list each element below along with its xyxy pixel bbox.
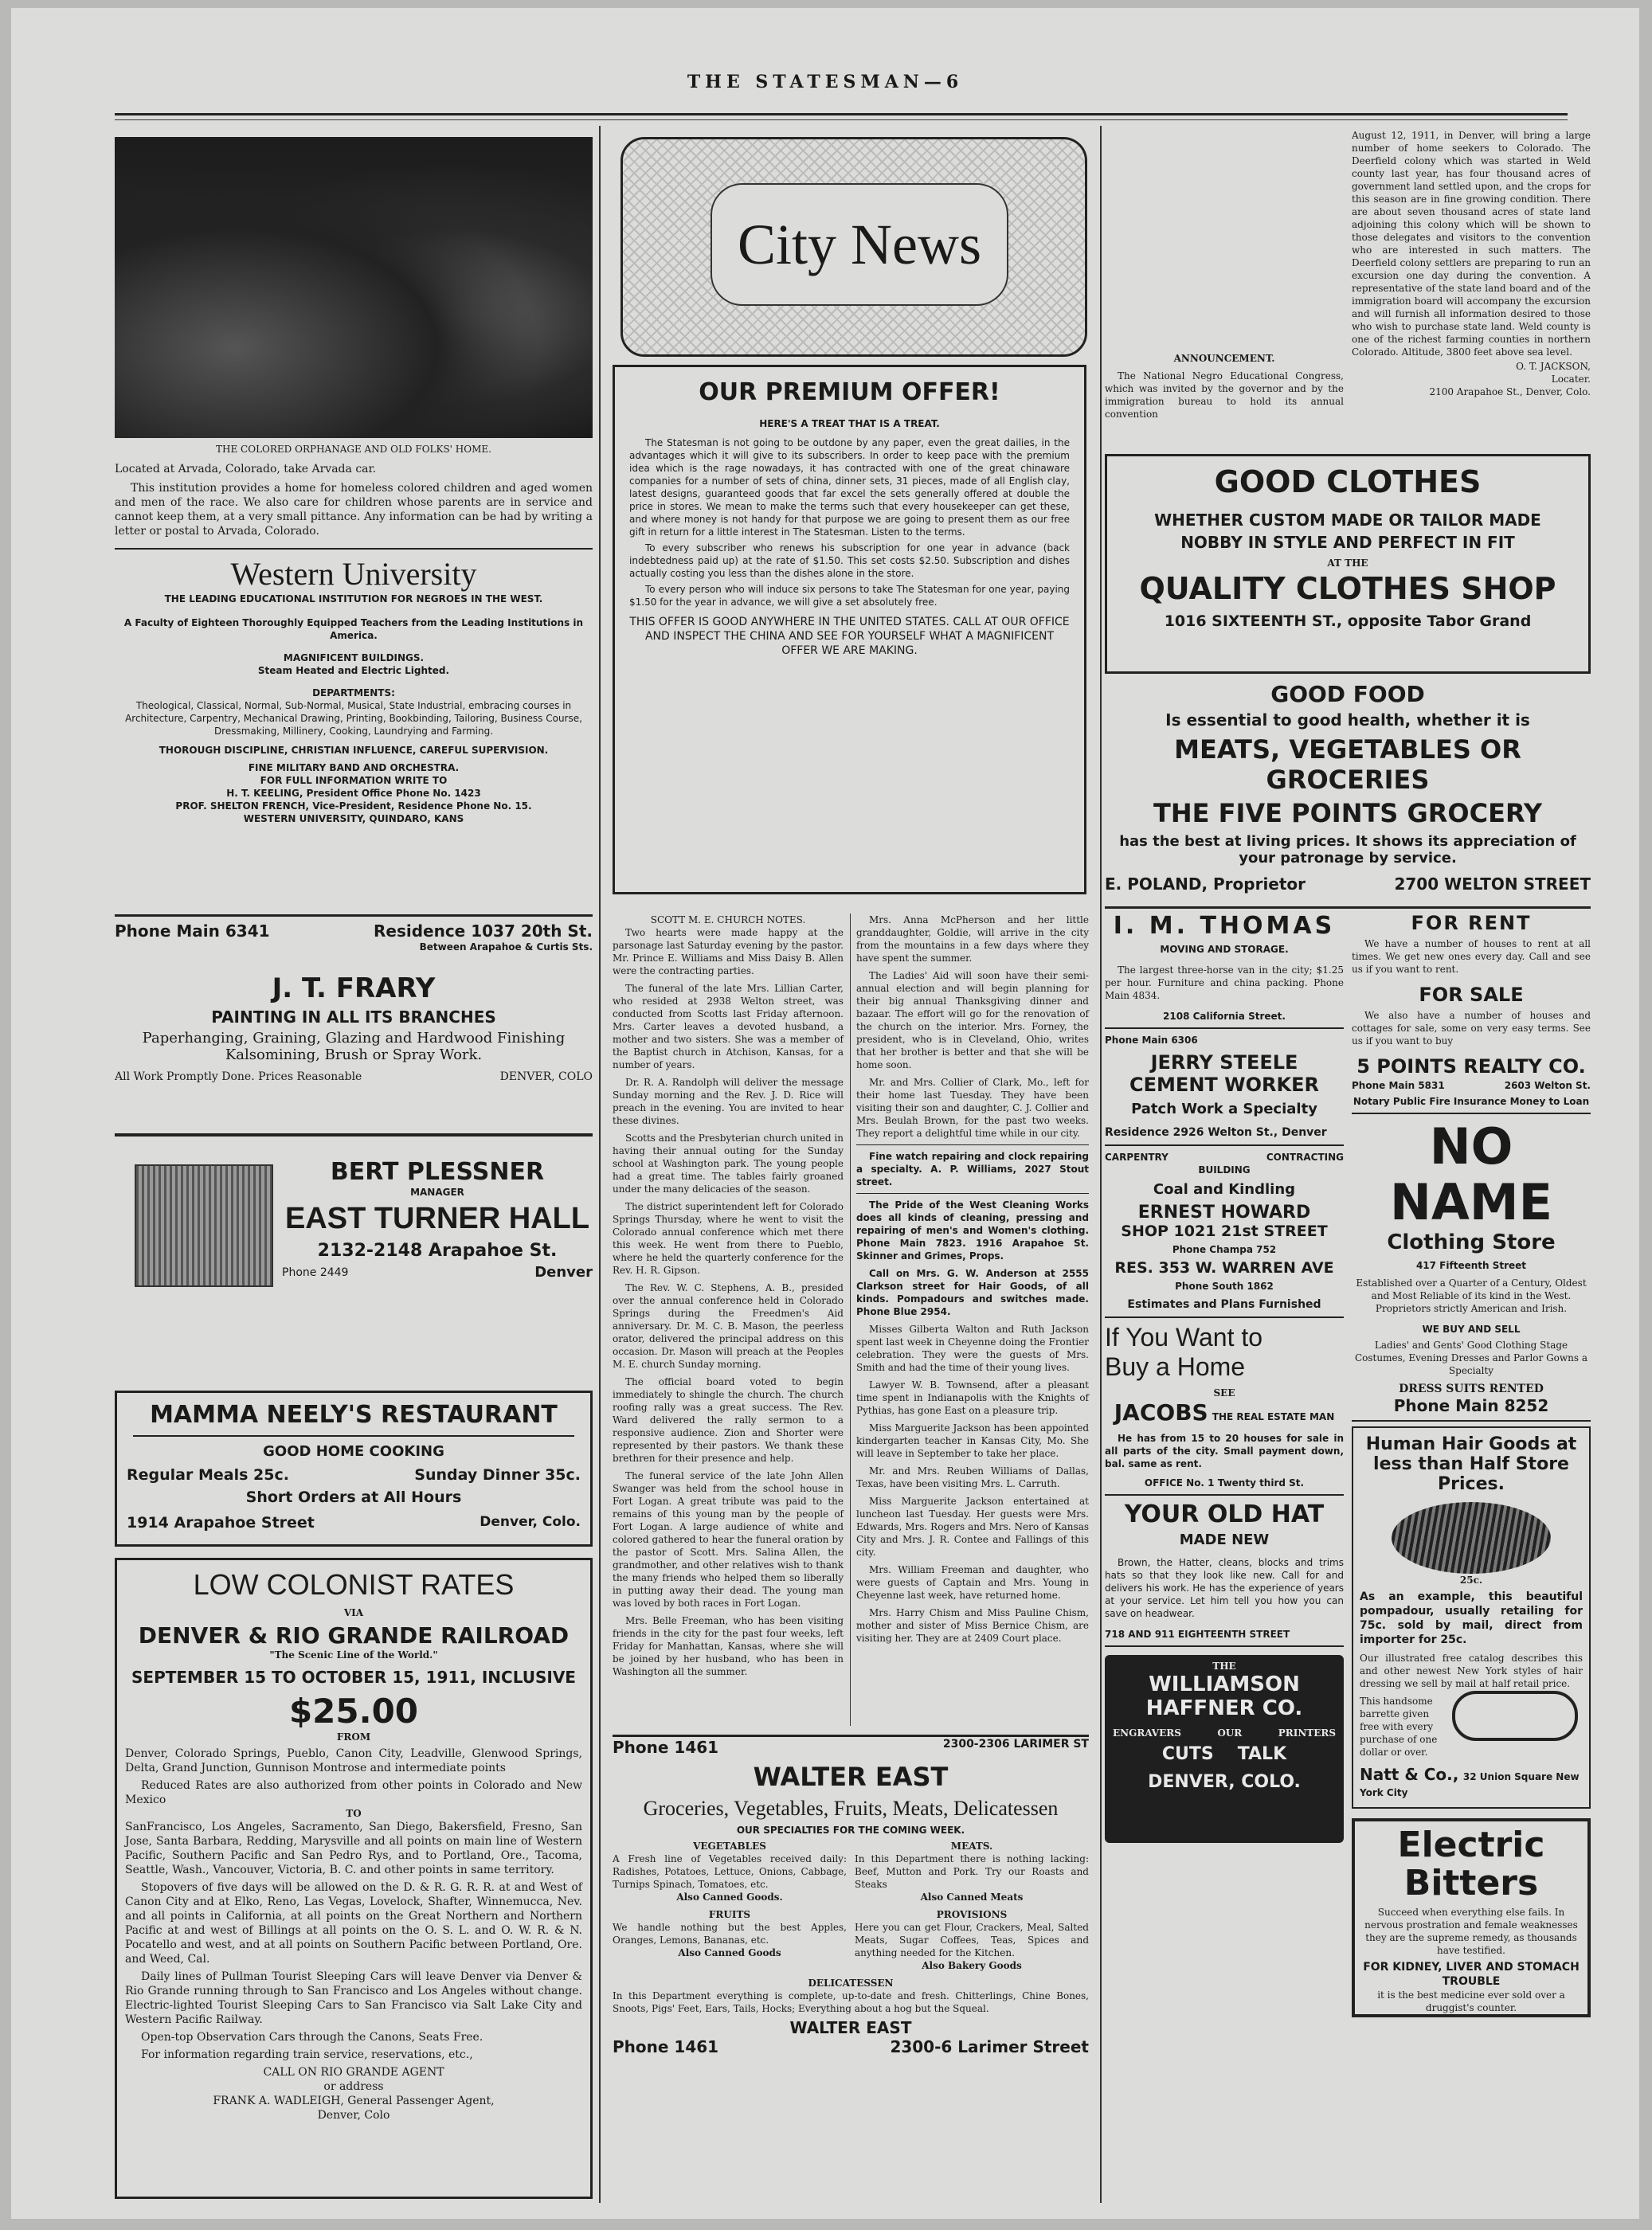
scott-p4: Scotts and the Presbyterian church united in having their annual outing for the Sunday school at Washington park. The young people had a great time. The tables fairly groaned under the many delicacies of the season.: [613, 1133, 844, 1195]
williamson-city: DENVER, COLO.: [1148, 1772, 1301, 1792]
plessner-phone: Phone 2449: [282, 1266, 349, 1279]
divider: [133, 1435, 574, 1437]
rates-to: TO: [346, 1808, 362, 1819]
scott-p7: The official board voted to begin immediately to shingle the church. The church roofing rally was a great success. The Rev. Ward delivered the rally sermon to a responsive audience. Zion and Shorter were represented by their pastors. We thank these brethren for their presence and help.: [613, 1376, 844, 1464]
rates-denver: Denver, Colo: [317, 2109, 390, 2122]
rates-cities: Denver, Colorado Springs, Pueblo, Canon City, Leadville, Glenwood Springs, Delta, Grand Junction, Gunnison Montrose and intermediate points: [125, 1747, 582, 1774]
pers-p5: Lawyer W. B. Townsend, after a pleasant time spent in Indianapolis with the Knights of Pythias, has gone East on a pleasure trip.: [856, 1379, 1089, 1416]
rates-observation: Open-top Observation Cars through the Canons, Seats Free.: [141, 2031, 483, 2044]
scott-p1: Two hearts were made happy at the parsonage last Saturday evening by the pastor. Mr. Prince E. Williams and Miss Daisy B. Allen were the contracting parties.: [613, 927, 844, 976]
barrette-image: [1452, 1691, 1578, 1741]
frary-phone: Phone Main 6341: [115, 921, 270, 941]
neely-address: 1914 Arapahoe Street: [127, 1514, 315, 1532]
food-line1: Is essential to good health, whether it is: [1165, 710, 1530, 730]
hairgoods-body: As an example, this beautiful pompadour, usually retailing for 75c. sold by mail, direct from importer for 25c.: [1360, 1590, 1583, 1646]
page-header: THE STATESMAN—6: [687, 72, 964, 92]
howard-name: ERNEST HOWARD: [1137, 1203, 1311, 1223]
announcement-address: 2100 Arapahoe St., Denver, Colo.: [1429, 386, 1591, 397]
hat-sub: MADE NEW: [1179, 1532, 1270, 1548]
thomas-address: 2108 California Street.: [1163, 1011, 1286, 1022]
premium-offer: [613, 365, 1086, 894]
clothes-title: GOOD CLOTHES: [1214, 464, 1482, 499]
rates-stopovers: Stopovers of five days will be allowed on the D. & R. G. R. R. at and West of Canon City and at Elko, Reno, Las Vegas, Lovelock, Shafter, Winnemucca, Nev. and all points in California, at all points on the Great Northern and Northern Pacific at and west of Billings at all points on the O. S. L. and O. W. R. & N. Pocatello and west, and at all points on Southern Pacific between Portland, Ore. and Weed, Cal.: [125, 1881, 582, 1966]
walter-fruits-head: FRUITS: [708, 1909, 751, 1920]
pers-p8: Miss Marguerite Jackson entertained at luncheon last Tuesday. Her guests were Mrs. Edwards, Mrs. Rogers and Mrs. Nero of Kansas City and Mrs. J. R. Contee and Fallings of this city.: [856, 1496, 1089, 1558]
newspaper-page: [11, 8, 1639, 2219]
colonist-rates-ad: [115, 1558, 593, 2199]
walter-prov-head: PROVISIONS: [936, 1909, 1008, 1920]
western-buildings: MAGNIFICENT BUILDINGS.: [283, 652, 425, 663]
howard-est: Estimates and Plans Furnished: [1127, 1298, 1321, 1311]
announcement-col-2: [1352, 129, 1591, 456]
pompadour-image: [1392, 1502, 1551, 1574]
turner-hall-engraving: [135, 1164, 273, 1287]
jacobs-name: JACOBS: [1114, 1399, 1208, 1426]
rates-dates: SEPTEMBER 15 TO OCTOBER 15, 1911, INCLUSIVE: [131, 1668, 576, 1687]
orphanage-photo: [115, 137, 593, 438]
jacobs-head2: Buy a Home: [1105, 1352, 1246, 1381]
bitters-ad: [1352, 1818, 1591, 2017]
noname-body: Ladies' and Gents' Good Clothing Stage Costumes, Evening Dresses and Parlor Gowns a Specialty: [1354, 1340, 1588, 1376]
hairgoods-ad: [1352, 1426, 1591, 1809]
hairgoods-barrette: This handsome barrette given free with every purchase of one dollar or over.: [1360, 1696, 1438, 1758]
neely-meals: Regular Meals 25c.: [127, 1466, 289, 1484]
pers-p6: Miss Marguerite Jackson has been appointed kindergarten teacher in Kansas City, Mo. She will leave in September to take her place.: [856, 1422, 1089, 1459]
neely-city: Denver, Colo.: [480, 1514, 581, 1530]
walter-deli: In this Department everything is complete, up-to-date and fresh. Chitterlings, Chine Bones, Snoots, Pigs' Feet, Ears, Tails, Hocks; Everything about a hog but the Squeal.: [613, 1990, 1089, 2014]
rates-reduced: Reduced Rates are also authorized from other points in Colorado and New Mexico: [125, 1779, 582, 1806]
pers-hair: Call on Mrs. G. W. Anderson at 2555 Clarkson street for Hair Goods, of all kinds. Pompadours and switches made. Phone Blue 2954.: [856, 1268, 1089, 1317]
walter-fruits-canned: Also Canned Goods: [678, 1947, 781, 1958]
thomas-body: The largest three-horse van in the city; $1.25 per hour. Furniture and china packing. Phone Main 4834.: [1105, 964, 1344, 1001]
rates-for-info: For information regarding train service, reservations, etc.,: [141, 2048, 473, 2061]
bitters-body: Succeed when everything else fails. In nervous prostration and female weaknesses they are the supreme remedy, as thousands have testified.: [1364, 1907, 1578, 1956]
bitters-title2: Bitters: [1403, 1863, 1539, 1903]
frary-residence: Residence 1037 20th St.: [373, 921, 593, 941]
rent-addr: 2603 Welton St.: [1504, 1080, 1591, 1091]
divider: [1105, 1645, 1344, 1647]
premium-p2: To every subscriber who renews his subscription for one year in advance (back indebtedness paid up) at the rate of $1.50. This set costs $2.50. Subscription and dishes actually costing you less than the dishes alone in the store.: [629, 542, 1070, 579]
scott-p2: The funeral of the late Mrs. Lillian Carter, who resided at 2938 Welton street, was conducted from Scotts last Friday afternoon. Mrs. Carter leaves a devoted husband, a mother and two sisters. She was a member of the Baptist church in Atchison, Kansas, for a number of years.: [613, 983, 844, 1070]
frary-line2: Kalsomining, Brush or Spray Work.: [225, 1047, 483, 1063]
neely-sub: GOOD HOME COOKING: [263, 1443, 444, 1460]
bitters-for: FOR KIDNEY, LIVER AND STOMACH TROUBLE: [1363, 1961, 1580, 1988]
frary-between: Between Arapahoe & Curtis Sts.: [419, 941, 593, 953]
clothes-at: AT THE: [1327, 558, 1368, 569]
western-title: Western University: [230, 556, 477, 592]
plessner-hall: EAST TURNER HALL: [284, 1202, 590, 1235]
hat-address: 718 AND 911 EIGHTEENTH STREET: [1105, 1629, 1290, 1640]
premium-sub: HERE'S A TREAT THAT IS A TREAT.: [759, 418, 940, 429]
howard-coal: Coal and Kindling: [1153, 1181, 1296, 1198]
plessner-role: MANAGER: [410, 1187, 464, 1198]
column-2: [605, 129, 1097, 2208]
noname-suits: DRESS SUITS RENTED: [1399, 1383, 1544, 1395]
jacobs-head1: If You Want to: [1105, 1323, 1263, 1352]
western-keeling: H. T. KEELING, President Office Phone No. 1423: [226, 788, 481, 799]
pers-p2: The Ladies' Aid will soon have their semi-annual election and will begin planning for their big annual Thanksgiving dinner and bazaar. The effort will go for the renovation of the church on the interior. Mrs. Forney, the president, who is in Cleveland, Ohio, writes that her brother is better and that she will be home soon.: [856, 970, 1089, 1070]
pers-cleaning: The Pride of the West Cleaning Works does all kinds of cleaning, pressing and repairing of men's and Women's clothing. Phone Main 7823. 1916 Arapahoe St. Skinner and Grimes, Props.: [856, 1199, 1089, 1262]
pers-p7: Mr. and Mrs. Reuben Williams of Dallas, Texas, have been visiting Mrs. L. Carruth.: [856, 1465, 1089, 1489]
frary-footer-right: DENVER, COLO: [499, 1070, 593, 1083]
orphanage-body: This institution provides a home for homeless colored children and aged women and men of the race. We also care for children whose parents are in service and cannot keep them, at a very small pittance. Any information can be had by writing a letter or postal to Arvada, Colorado.: [115, 482, 593, 538]
rent-co: 5 POINTS REALTY CO.: [1356, 1055, 1586, 1078]
frary-line1: Paperhanging, Graining, Glazing and Hardwood Finishing: [142, 1030, 566, 1047]
header-rule: [115, 113, 1568, 115]
rent-sale: FOR SALE: [1419, 984, 1524, 1006]
thomas-name: I. M. THOMAS: [1113, 912, 1336, 940]
premium-p1: The Statesman is not going to be outdone by any paper, even the great dailies, in the advantages which it will give to its subscribers. In order to keep pace with the premium idea which is the rage nowadays, it has contracted with one of the great chinaware companies for a number of sets of china, dinner sets, 31 pieces, made of all English clay, latest designs, guaranteed goods that far excel the sets generally offered at double the price in stores. We mean to make the terms such that every housekeeper can get these, and where money is not handy for that purpose we are going to present them as our free gift in return for a little interest in The Statesman. Listen to the terms.: [629, 437, 1070, 538]
hairgoods-catalog: Our illustrated free catalog describes this and other newest New York styles of hair dressing we sell by mail at half retail price.: [1360, 1653, 1583, 1689]
scott-p5: The district superintendent left for Colorado Springs Thursday, where he went to visit the Colorado annual conference which met there this week. He went from there to Pueblo, where he held the quarterly conference for the Rev. H. R. Gipson.: [613, 1201, 844, 1276]
frary-name: J. T. FRARY: [272, 972, 436, 1004]
column-4-lower: [1352, 912, 1591, 2017]
rent-sale-body: We also have a number of houses and cottages for sale, some on very easy terms. See us if you want to buy: [1352, 1010, 1591, 1047]
williamson-engravers: ENGRAVERS: [1113, 1727, 1181, 1739]
announcement-cont: August 12, 1911, in Denver, will bring a large number of home seekers to Colorado. The Deerfield colony which was started in Weld county last year, has four thousand acres of government land settled upon, and the crops for this season are in fine growing condition. There are about seven thousand acres of state land adjoining this colony which will be shown to those delegates and visitors to the convention who are interested in such matters. The Deerfield colony settlers are preparing to run an excursion one day during the convention. A representative of the state land board and of the immigration board will accompany the excursion and will furnish all information desired to those who wish to purchase state land. Weld county is one of the richest farming counties in northern Colorado. Altitude, 3800 feet above sea level.: [1352, 130, 1591, 358]
noname-title: NO NAME: [1390, 1117, 1552, 1231]
walter-meats-canned: Also Canned Meats: [920, 1892, 1024, 1903]
orphanage-location: Located at Arvada, Colorado, take Arvada car.: [115, 463, 377, 475]
food-prop: E. POLAND, Proprietor: [1105, 874, 1306, 894]
premium-p4: THIS OFFER IS GOOD ANYWHERE IN THE UNITED STATES. CALL AT OUR OFFICE AND INSPECT THE CHINA AND SEE FOR YOURSELF WHAT A MAGNIFICENT OFFER WE ARE MAKING.: [629, 616, 1070, 657]
western-info: FOR FULL INFORMATION WRITE TO: [260, 775, 448, 786]
divider: [613, 1735, 1089, 1737]
williamson-our: OUR: [1217, 1727, 1243, 1739]
noname-est: Established over a Quarter of a Century, Oldest and Most Reliable of its kind in the West. Proprietors strictly American and Irish.: [1356, 1277, 1587, 1314]
rent-notary: Notary Public Fire Insurance Money to Loan: [1353, 1096, 1590, 1107]
howard-res: RES. 353 W. WARREN AVE: [1114, 1259, 1334, 1277]
food-line4: has the best at living prices. It shows its appreciation of your patronage by service.: [1119, 833, 1576, 867]
walter-veg: A Fresh line of Vegetables received daily: Radishes, Potatoes, Lettuce, Onions, Cabbage, Turnips Spinach, Tomatoes, etc.: [613, 1853, 847, 1890]
clothes-line1: WHETHER CUSTOM MADE OR TAILOR MADE: [1154, 511, 1541, 530]
neely-sunday: Sunday Dinner 35c.: [414, 1466, 581, 1484]
divider: [856, 1144, 1089, 1145]
divider: [856, 1193, 1089, 1194]
williamson-name2: HAFFNER CO.: [1145, 1696, 1303, 1720]
rent-title: FOR RENT: [1411, 912, 1532, 934]
noname-buy: WE BUY AND SELL: [1422, 1324, 1521, 1335]
pers-p9: Mrs. William Freeman and daughter, who were guests of Captain and Mrs. Young in Cheyenne last week, have returned home.: [856, 1564, 1089, 1601]
frary-ad: [115, 921, 593, 1084]
williamson-name1: WILLIAMSON: [1149, 1672, 1300, 1696]
walter-veg-head: VEGETABLES: [693, 1841, 766, 1852]
western-university-ad: [115, 555, 593, 825]
williamson-cuts: CUTS: [1161, 1744, 1214, 1764]
walter-name: WALTER EAST: [753, 1762, 949, 1792]
jacobs-office: OFFICE No. 1 Twenty third St.: [1144, 1477, 1305, 1489]
bitters-best: it is the best medicine ever sold over a druggist's counter.: [1377, 1989, 1565, 2013]
western-band: FINE MILITARY BAND AND ORCHESTRA.: [248, 762, 460, 773]
walter-meats-head: MEATS.: [950, 1841, 993, 1852]
plessner-name: BERT PLESSNER: [330, 1158, 545, 1186]
western-french: PROF. SHELTON FRENCH, Vice-President, Residence Phone No. 15.: [175, 800, 532, 812]
divider: [1352, 1113, 1591, 1114]
noname-sub: Clothing Store: [1387, 1230, 1556, 1254]
food-ad: [1105, 681, 1591, 894]
divider: [1105, 1316, 1344, 1318]
clothes-line2: NOBBY IN STYLE AND PERFECT IN FIT: [1180, 533, 1515, 552]
pers-p3: Mr. and Mrs. Collier of Clark, Mo., left for their home last Tuesday. They have been visiting their son and daughter, C. J. Collier and Mrs. Beulah Brown, for the past two weeks. They report a delightful time while in our city.: [856, 1077, 1089, 1139]
divider: [1105, 1494, 1344, 1496]
divider: [1105, 1027, 1344, 1029]
western-sub: THE LEADING EDUCATIONAL INSTITUTION FOR NEGROES IN THE WEST.: [164, 593, 543, 604]
walter-deli-head: DELICATESSEN: [808, 1978, 894, 1989]
howard-phone: Phone Champa 752: [1172, 1244, 1277, 1255]
rates-from: FROM: [336, 1731, 371, 1743]
city-news-ornament: [620, 137, 1087, 357]
walter-name2: WALTER EAST: [789, 2018, 912, 2037]
scott-p9: Mrs. Belle Freeman, who has been visiting friends in the city for the past four weeks, left Friday for Manhattan, Kansas, where she will be joined by her husband, who has been in Washington all the summer.: [613, 1615, 844, 1677]
williamson-talk: TALK: [1237, 1744, 1287, 1764]
plessner-city: Denver: [534, 1264, 593, 1281]
rates-via: VIA: [343, 1607, 364, 1618]
divider: [1105, 906, 1591, 909]
howard-shop: SHOP 1021 21st STREET: [1121, 1223, 1328, 1240]
walter-east-ad: [613, 1738, 1089, 2056]
steele-residence: Residence 2926 Welton St., Denver: [1105, 1126, 1327, 1139]
steele-phone: Phone Main 6306: [1105, 1035, 1198, 1046]
noname-phone: Phone Main 8252: [1393, 1396, 1549, 1415]
frary-footer-left: All Work Promptly Done. Prices Reasonable: [115, 1070, 362, 1083]
column-rule: [850, 914, 851, 1726]
hat-title: YOUR OLD HAT: [1124, 1500, 1325, 1528]
walter-specialties: OUR SPECIALTIES FOR THE COMING WEEK.: [736, 1825, 965, 1836]
pers-p4: Misses Gilberta Walton and Ruth Jackson spent last week in Cheyenne doing the Frontier celebration. They were the guests of Mrs. Smith and had the time of their young lives.: [856, 1324, 1089, 1373]
neely-orders: Short Orders at All Hours: [245, 1489, 462, 1506]
thomas-sub: MOVING AND STORAGE.: [1160, 944, 1289, 955]
food-line2: MEATS, VEGETABLES OR GROCERIES: [1174, 734, 1521, 795]
announcement-body: The National Negro Educational Congress, which was invited by the governor and by the immigration bureau to hold its annual convention: [1105, 370, 1344, 420]
frary-trade: PAINTING IN ALL ITS BRANCHES: [211, 1007, 496, 1027]
hairgoods-price: 25c.: [1459, 1575, 1483, 1586]
williamson-printers: PRINTERS: [1278, 1727, 1336, 1739]
steele-spec: Patch Work a Specialty: [1131, 1101, 1317, 1117]
orphanage-block: [115, 443, 593, 538]
announcement-head: ANNOUNCEMENT.: [1173, 353, 1275, 364]
walter-phone2: Phone 1461: [613, 2037, 719, 2056]
rates-scenic: "The Scenic Line of the World.": [269, 1649, 438, 1661]
orphanage-caption: THE COLORED ORPHANAGE AND OLD FOLKS' HOME.: [216, 444, 491, 455]
column-1: [115, 129, 594, 2208]
rates-dest: SanFrancisco, Los Angeles, Sacramento, San Diego, Bakersfield, Fresno, San Jose, Santa Barbara, Redding, Marysville and all points on main line of Western Pacific, Southern Pacific and San Pedro Rys, and to Portland, Ore., Tacoma, Seattle, Wash., Vancouver, Victoria, B. C. and other points in same territory.: [125, 1821, 582, 1876]
column-rule: [1100, 126, 1102, 2203]
jacobs-body: He has from 15 to 20 houses for sale in all parts of the city. Small payment down, bal. same as rent.: [1105, 1433, 1344, 1469]
western-address: WESTERN UNIVERSITY, QUINDARO, KANS: [243, 813, 464, 824]
rates-call: CALL ON RIO GRANDE AGENT: [263, 2066, 444, 2079]
column-3-lower: [1105, 912, 1344, 1843]
hat-body: Brown, the Hatter, cleans, blocks and trims hats so that they look like new. Call for and delivers his work. He has the experience of years at your service. Let him tell you how you can save on headwear.: [1105, 1557, 1344, 1619]
neely-ad: [115, 1391, 593, 1547]
steele-trade: CEMENT WORKER: [1129, 1074, 1319, 1096]
williamson-ad: [1105, 1655, 1344, 1843]
walter-phone: Phone 1461: [613, 1738, 719, 1757]
scott-head: SCOTT M. E. CHURCH NOTES.: [650, 914, 806, 925]
western-faculty: A Faculty of Eighteen Thoroughly Equipped Teachers from the Leading Institutions in America.: [123, 617, 584, 641]
western-steam: Steam Heated and Electric Lighted.: [257, 665, 450, 676]
rates-rail: DENVER & RIO GRANDE RAILROAD: [138, 1622, 570, 1649]
pers-p10: Mrs. Harry Chism and Miss Pauline Chism, mother and sister of Miss Bernice Chism, are visiting her. They are at 2409 Court place.: [856, 1607, 1089, 1644]
divider: [115, 548, 593, 550]
pers-watch: Fine watch repairing and clock repairing a specialty. A. P. Williams, 2027 Stout street.: [856, 1151, 1089, 1187]
hairgoods-co: Natt & Co.,: [1360, 1765, 1459, 1784]
williamson-the: THE: [1212, 1661, 1236, 1672]
rent-phone: Phone Main 5831: [1352, 1080, 1445, 1091]
steele-name: JERRY STEELE: [1150, 1051, 1298, 1074]
howard-phone2: Phone South 1862: [1175, 1281, 1274, 1292]
howard-building: BUILDING: [1198, 1164, 1251, 1176]
food-title: GOOD FOOD: [1270, 681, 1425, 707]
divider: [1105, 1144, 1344, 1146]
rates-or: or address: [323, 2080, 384, 2093]
divider: [115, 1133, 593, 1137]
walter-prov: Here you can get Flour, Crackers, Meal, Salted Meats, Sugar Coffees, Teas, Spices and anything needed for the Kitchen.: [855, 1922, 1089, 1958]
jacobs-role: THE REAL ESTATE MAN: [1212, 1411, 1335, 1422]
announcement-col: [1105, 129, 1344, 448]
premium-title: OUR PREMIUM OFFER!: [699, 378, 1000, 406]
bitters-title1: Electric: [1397, 1825, 1545, 1865]
plessner-ad: [115, 1148, 593, 1308]
clothes-ad: [1105, 454, 1591, 674]
rates-title: LOW COLONIST RATES: [193, 1568, 515, 1601]
western-discipline: THOROUGH DISCIPLINE, CHRISTIAN INFLUENCE, CAREFUL SUPERVISION.: [159, 745, 549, 756]
scott-p8: The funeral service of the late John Allen Swanger was held from the school house in Fort Logan. A great tribute was paid to the remains of this young man by the people of Fort Logan. A large audience of white and colored gathered to hear the funeral oration by the pastor of Scott. Mrs. Salina Allen, the grandmother, and other relatives wish to thank the many friends who helped them so liberally in putting away their dead. The young man was loved by both races in Fort Logan.: [613, 1470, 844, 1609]
western-depts-head: DEPARTMENTS:: [312, 687, 395, 698]
walter-fruits: We handle nothing but the best Apples, Oranges, Lemons, Bananas, etc.: [613, 1922, 847, 1946]
walter-address-top: 2300-2306 LARIMER ST: [942, 1738, 1089, 1751]
rates-pullman: Daily lines of Pullman Tourist Sleeping Cars will leave Denver via Denver & Rio Grande running through to San Francisco and Los Angeles without change. Electric-lighted Tourist Sleeping Cars to San Francisco via Salt Lake City and Western Pacific Railway.: [125, 1970, 582, 2026]
premium-p3: To every person who will induce six persons to take The Statesman for one year, paying $1.50 for the year in advance, we will give a set absolutely free.: [629, 584, 1070, 608]
food-line3: THE FIVE POINTS GROCERY: [1153, 798, 1542, 828]
header-rule-thin: [115, 119, 1568, 120]
scott-p6: The Rev. W. C. Stephens, A. B., presided over the annual conference held in Colorado Springs during the Freedmen's Aid anniversary. Dr. M. C. B. Mason, the peerless orator, delivered the principal address on this occasion. Dr. Mason will preach at the Peoples M. E. church Sunday morning.: [613, 1282, 844, 1370]
neely-title: MAMMA NEELY'S RESTAURANT: [150, 1401, 558, 1429]
plessner-address: 2132-2148 Arapahoe St.: [317, 1241, 558, 1261]
howard-carp: CARPENTRY: [1105, 1152, 1169, 1163]
announcement-signer: O. T. JACKSON,: [1516, 361, 1591, 372]
clothes-shop: QUALITY CLOTHES SHOP: [1139, 571, 1556, 606]
walter-goods: Groceries, Vegetables, Fruits, Meats, Delicatessen: [643, 1797, 1059, 1820]
food-street: 2700 WELTON STREET: [1394, 874, 1591, 894]
rent-body: We have a number of houses to rent at all times. We get new ones every day. Call and see us if you want to rent.: [1352, 938, 1591, 975]
jacobs-see: SEE: [1213, 1387, 1235, 1399]
hairgoods-addr: 32 Union Square New York City: [1360, 1771, 1580, 1798]
city-news-title: City News: [711, 183, 1008, 306]
personals: [856, 914, 1089, 1649]
pers-p1: Mrs. Anna McPherson and her little granddaughter, Goldie, will arrive in the city from the mountains in a few days where they have spent the summer.: [856, 914, 1089, 964]
western-depts: Theological, Classical, Normal, Sub-Normal, Musical, State Industrial, embracing courses in Architecture, Carpentry, Mechanical Drawing, Printing, Bookbinding, Tailoring, Business Course, Dressmaking, Millinery, Cooking, Laundrying and Farming.: [125, 700, 582, 737]
walter-prov-bakery: Also Bakery Goods: [922, 1960, 1022, 1971]
divider: [1352, 1420, 1591, 1422]
column-rule: [599, 126, 601, 2203]
walter-address2: 2300-6 Larimer Street: [890, 2037, 1089, 2056]
walter-meats: In this Department there is nothing lacking: Beef, Mutton and Pork. Try our Roasts and Steaks: [855, 1853, 1089, 1890]
divider: [115, 914, 593, 917]
clothes-address: 1016 SIXTEENTH ST., opposite Tabor Grand: [1164, 612, 1532, 630]
announcement-title: Locater.: [1551, 374, 1591, 385]
rates-agent: FRANK A. WADLEIGH, General Passenger Agent,: [213, 2095, 495, 2107]
rates-price: $25.00: [288, 1692, 419, 1731]
scott-notes: [613, 914, 844, 1683]
hairgoods-title: Human Hair Goods at less than Half Store Prices.: [1365, 1434, 1577, 1494]
howard-contract: CONTRACTING: [1266, 1152, 1344, 1163]
scott-p3: Dr. R. A. Randolph will deliver the message Sunday morning and the Rev. J. D. Rice will preach in the evening. You are invited to hear these divines.: [613, 1077, 844, 1126]
walter-veg-canned: Also Canned Goods.: [676, 1892, 783, 1903]
noname-addr: 417 Fifteenth Street: [1415, 1260, 1527, 1271]
